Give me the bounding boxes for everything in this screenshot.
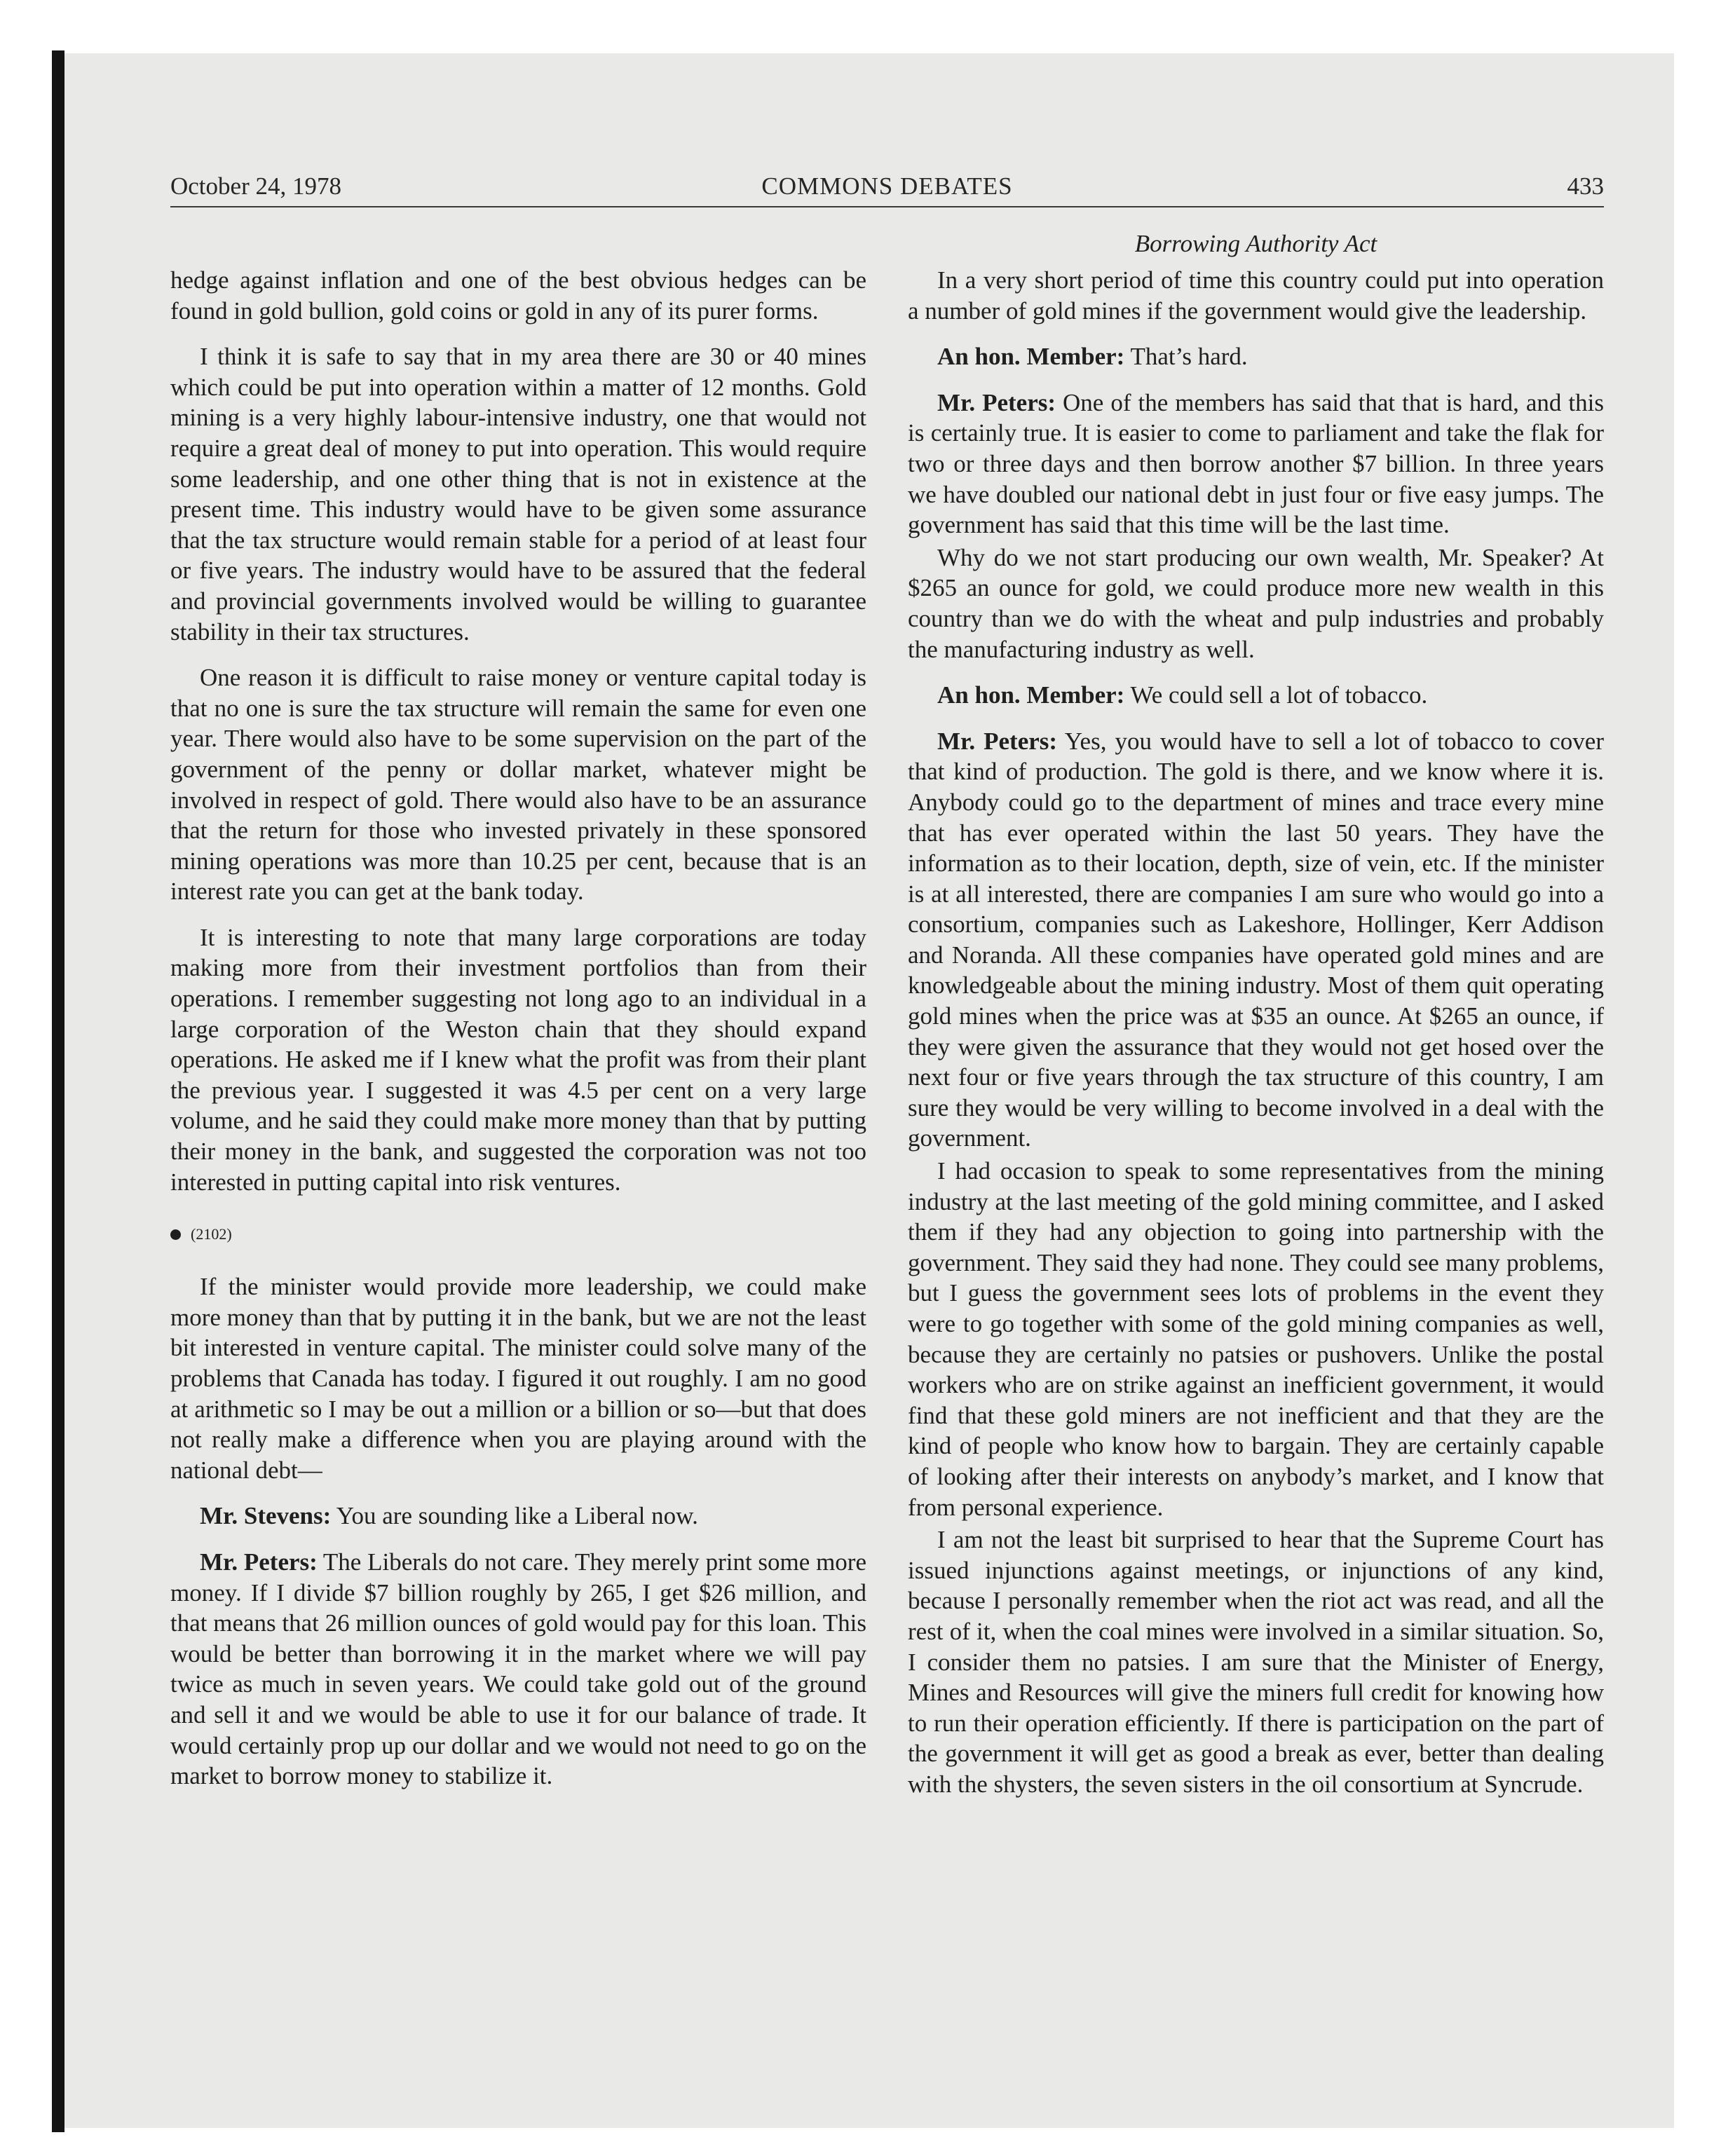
speech-text: The Liberals do not care. They merely print some more money. If I divide $7 billion roughly by 265, I get $26 million, and that means that 26 million ounces of gold would pay for this loan. This would be better than borrowing it in the market where we will pay twice as much in seven years. We could take gold out of the ground and sell it and we would be able to use it for our balance of trade. It would certainly prop up our dollar and we would not need to go on the market to borrow money to stabilize it.	[170, 1548, 866, 1790]
speaker-name: Mr. Peters:	[937, 727, 1058, 755]
header-publication: COMMONS DEBATES	[761, 172, 1013, 200]
speech-paragraph	[908, 726, 1604, 1154]
speech-paragraph	[170, 1501, 866, 1531]
speech-text: We could sell a lot of tobacco.	[1124, 681, 1428, 709]
speaker-name: An hon. Member:	[937, 681, 1125, 709]
paragraph: One reason it is difficult to raise money or venture capital today is that no one is sure the tax structure will remain the same for even one year. There would also have to be some supervision on the part of the government of the penny or dollar market, whatever might be involved in respect of gold. There would also have to be an assurance that the return for those who invested privately in these sponsored mining operations was more than 10.25 per cent, because that is an interest rate you can get at the bank today.	[170, 664, 866, 906]
speaker-name: Mr. Peters:	[937, 388, 1056, 416]
scan-edge	[52, 50, 64, 2132]
time-marker-label: (2102)	[191, 1225, 232, 1243]
left-column	[170, 265, 866, 1807]
speech-text: Yes, you would have to sell a lot of tobacco to cover that kind of production. The gold is there, and we know where it is. Anybody could go to the department of mines and trace every mine that has ever operated within the last 50 years. They have the information as to their location, depth, size of vein, etc. If the minister is at all interested, there are companies I am sure who would go into a consortium, companies such as Lakeshore, Hollinger, Kerr Addison and Noranda. All these companies have operated gold mines and are knowledgeable about the mining industry. Most of them quit operating gold mines when the price was at $35 an ounce. At $265 an ounce, if they were given the assurance that they would not get hosed over the next four or five years through the tax structure of this country, I am sure they would be very willing to become involved in a deal with the government.	[908, 727, 1604, 1152]
right-column	[908, 265, 1604, 1815]
paragraph: I had occasion to speak to some representatives from the mining industry at the last meeting of the gold mining committee, and I asked them if they had any objection to going into partnership with the government. They said they had none. They could see many problems, but I guess the government sees lots of problems in the event they were to go together with some of the gold mining companies as well, because they are certainly no patsies or pushovers. Unlike the postal workers who are on strike against an inefficient government, it would find that these gold miners are not inefficient and that they are the kind of people who know how to bargain. They are certainly capable of looking after their interests on anybody’s market, and I know that from personal experience.	[908, 1157, 1604, 1521]
speaker-name: Mr. Peters:	[200, 1548, 318, 1576]
paragraph: I think it is safe to say that in my area there are 30 or 40 mines which could be put into operation within a matter of 12 months. Gold mining is a very highly labour-intensive industry, one that would not require a great deal of money to put into operation. This would require some leadership, and one other thing that is not in existence at the present time. This industry would have to be given some assurance that the tax structure would remain stable for a period of at least four or five years. The industry would have to be assured that the federal and provincial governments involved would be willing to guarantee stability in their tax structures.	[170, 343, 866, 646]
speech-text: You are sounding like a Liberal now.	[331, 1502, 698, 1530]
paragraph: If the minister would provide more leadership, we could make more money than that by putting it in the bank, but we are not the least bit interested in venture capital. The minister could solve many of the problems that Canada has today. I figured it out roughly. I am no good at arithmetic so I may be out a million or a billion or so—but that does not really make a difference when you are playing around with the national debt—	[170, 1273, 866, 1484]
header-page-number: 433	[1567, 172, 1604, 200]
speech-paragraph	[170, 1547, 866, 1792]
speech-text: One of the members has said that that is hard, and this is certainly true. It is easier to come to parliament and take the flak for two or three days and then borrow another $7 billion. In three years we have doubled our national debt in just four or five easy jumps. The government has said that this time will be the last time.	[908, 388, 1604, 539]
paragraph: hedge against inflation and one of the best obvious hedges can be found in gold bullion, gold coins or gold in any of its purer forms.	[170, 266, 866, 325]
time-marker	[170, 1224, 866, 1245]
running-header	[170, 170, 1604, 207]
speech-text: That’s hard.	[1124, 343, 1248, 371]
bullet-icon	[170, 1229, 181, 1240]
speech-paragraph	[908, 341, 1604, 372]
paragraph: Why do we not start producing our own wealth, Mr. Speaker? At $265 an ounce for gold, we could produce more new wealth in this country than we do with the wheat and pulp industries and probably the manufacturing industry as well.	[908, 543, 1604, 663]
section-title: Borrowing Authority Act	[1134, 230, 1377, 257]
speech-paragraph	[908, 388, 1604, 540]
paragraph: I am not the least bit surprised to hear that the Supreme Court has issued injunctions against meetings, or injunctions of any kind, because I personally remember when the riot act was read, and all the rest of it, when the coal mines were involved in a similar situation. So, I consider them no patsies. I am sure that the Minister of Energy, Mines and Resources will give the miners full credit for knowing how to run their operation efficiently. If there is participation on the part of the government it will get as good a break as ever, better than dealing with the shysters, the seven sisters in the oil consortium at Syncrude.	[908, 1526, 1604, 1798]
speaker-name: An hon. Member:	[937, 343, 1125, 371]
header-date: October 24, 1978	[170, 172, 341, 200]
paragraph: In a very short period of time this country could put into operation a number of gold mines if the government would give the leadership.	[908, 266, 1604, 325]
speech-paragraph	[908, 680, 1604, 711]
speaker-name: Mr. Stevens:	[200, 1502, 332, 1530]
paragraph: It is interesting to note that many large corporations are today making more from their investment portfolios than from their operations. I remember suggesting not long ago to an individual in a large corporation of the Weston chain that they should expand operations. He asked me if I knew what the profit was from their plant the previous year. I suggested it was 4.5 per cent on a very large volume, and he said they could make more money than that by putting their money in the bank, and suggested the corporation was not too interested in putting capital into risk ventures.	[170, 923, 866, 1196]
